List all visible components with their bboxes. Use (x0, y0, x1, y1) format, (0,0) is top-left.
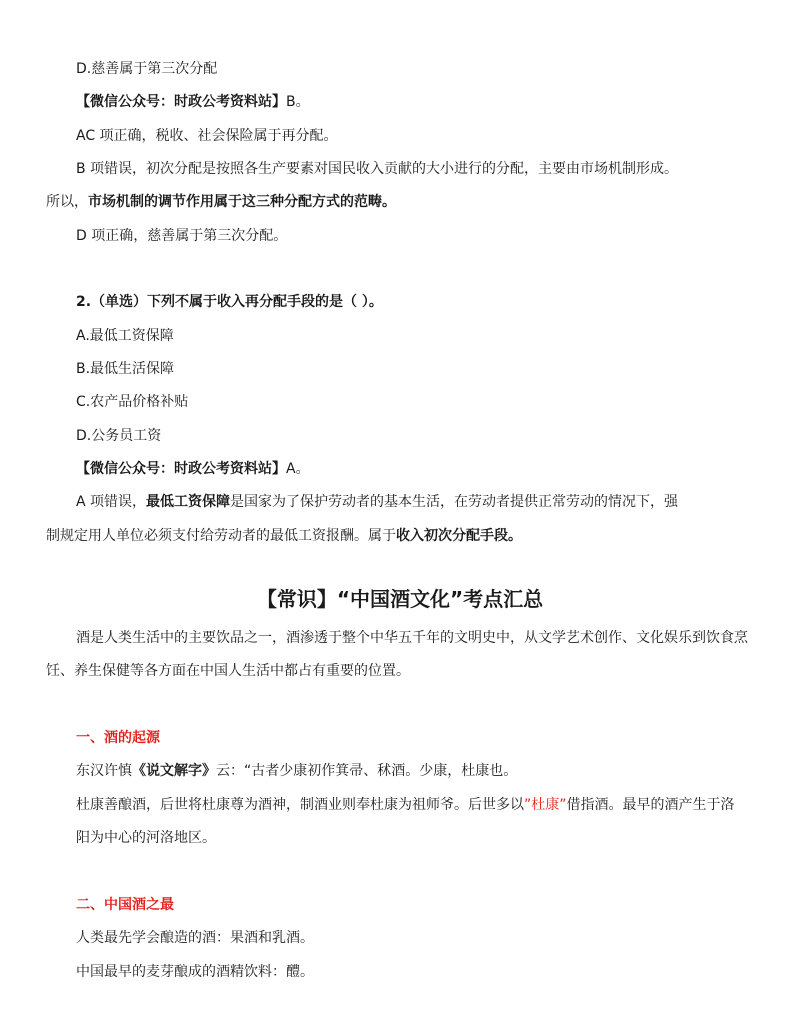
text: A 项错误， (76, 494, 147, 510)
heading-best: 二、中国酒之最 (76, 897, 174, 913)
q2-option-d: D.公务员工资 (76, 428, 162, 444)
origin-line1 (76, 761, 517, 781)
text: 杜康善酿酒，后世将杜康尊为酒神，制酒业则奉杜康为祖师爷。后世多以 (76, 797, 524, 813)
q1-explanation-b: B 项错误，初次分配是按照各生产要素对国民收入贡献的大小进行的分配，主要由市场机制形成。 (76, 161, 679, 177)
text: 是国家为了保护劳动者的基本生活，在劳动者提供正常劳动的情况下，强 (230, 494, 679, 510)
q2-option-b: B.最低生活保障 (76, 361, 175, 377)
answer-letter: A。 (286, 461, 310, 477)
text: 制规定用人单位必须支付给劳动者的最低工资报酬。属于 (46, 528, 396, 544)
heading-origin: 一、酒的起源 (76, 730, 160, 746)
q2-option-a: A.最低工资保障 (76, 328, 174, 344)
text: 云：“古者少康初作箕帚、秫酒。少康，杜康也。 (216, 763, 518, 779)
q2-option-c: C.农产品价格补贴 (76, 394, 189, 410)
bold-text: 收入初次分配手段。 (396, 528, 522, 544)
answer-source: 【微信公众号：时政公考资料站】 (76, 94, 286, 110)
text: 借指酒。最早的酒产生于洛 (566, 797, 735, 813)
highlight-text: ”杜康” (524, 797, 567, 813)
q1-explanation-b-cont (46, 192, 396, 212)
best-line2: 中国最早的麦芽酿成的酒精饮料：醴。 (76, 964, 314, 980)
answer-source: 【微信公众号：时政公考资料站】 (76, 461, 286, 477)
text: 东汉许慎 (76, 763, 132, 779)
best-line1: 人类最先学会酿造的酒：果酒和乳酒。 (76, 930, 314, 946)
q1-explanation-d: D 项正确，慈善属于第三次分配。 (76, 228, 288, 244)
origin-line2 (76, 795, 735, 815)
q1-answer (76, 92, 310, 112)
text: 所以， (46, 194, 88, 210)
origin-line3: 阳为中心的河洛地区。 (76, 830, 216, 846)
q1-explanation-ac: AC 项正确，税收、社会保险属于再分配。 (76, 128, 338, 144)
intro-paragraph-line2: 饪、养生保健等各方面在中国人生活中都占有重要的位置。 (46, 663, 410, 679)
intro-paragraph-line1: 酒是人类生活中的主要饮品之一，酒渗透于整个中华五千年的文明史中，从文学艺术创作、文化娱乐到饮食烹 (76, 630, 748, 646)
answer-letter: B。 (286, 94, 310, 110)
bold-text: 市场机制的调节作用属于这三种分配方式的范畴。 (88, 194, 396, 210)
q1-option-d: D.慈善属于第三次分配 (76, 61, 218, 77)
book-title: 《说文解字》 (132, 763, 216, 779)
q2-stem: 2.（单选）下列不属于收入再分配手段的是（ ）。 (76, 294, 383, 310)
q2-explanation-a (76, 492, 678, 512)
bold-text: 最低工资保障 (146, 494, 231, 510)
section-title: 【常识】“中国酒文化”考点汇总 (256, 587, 544, 611)
q2-explanation-a-cont (46, 526, 522, 546)
q2-answer (76, 459, 310, 479)
